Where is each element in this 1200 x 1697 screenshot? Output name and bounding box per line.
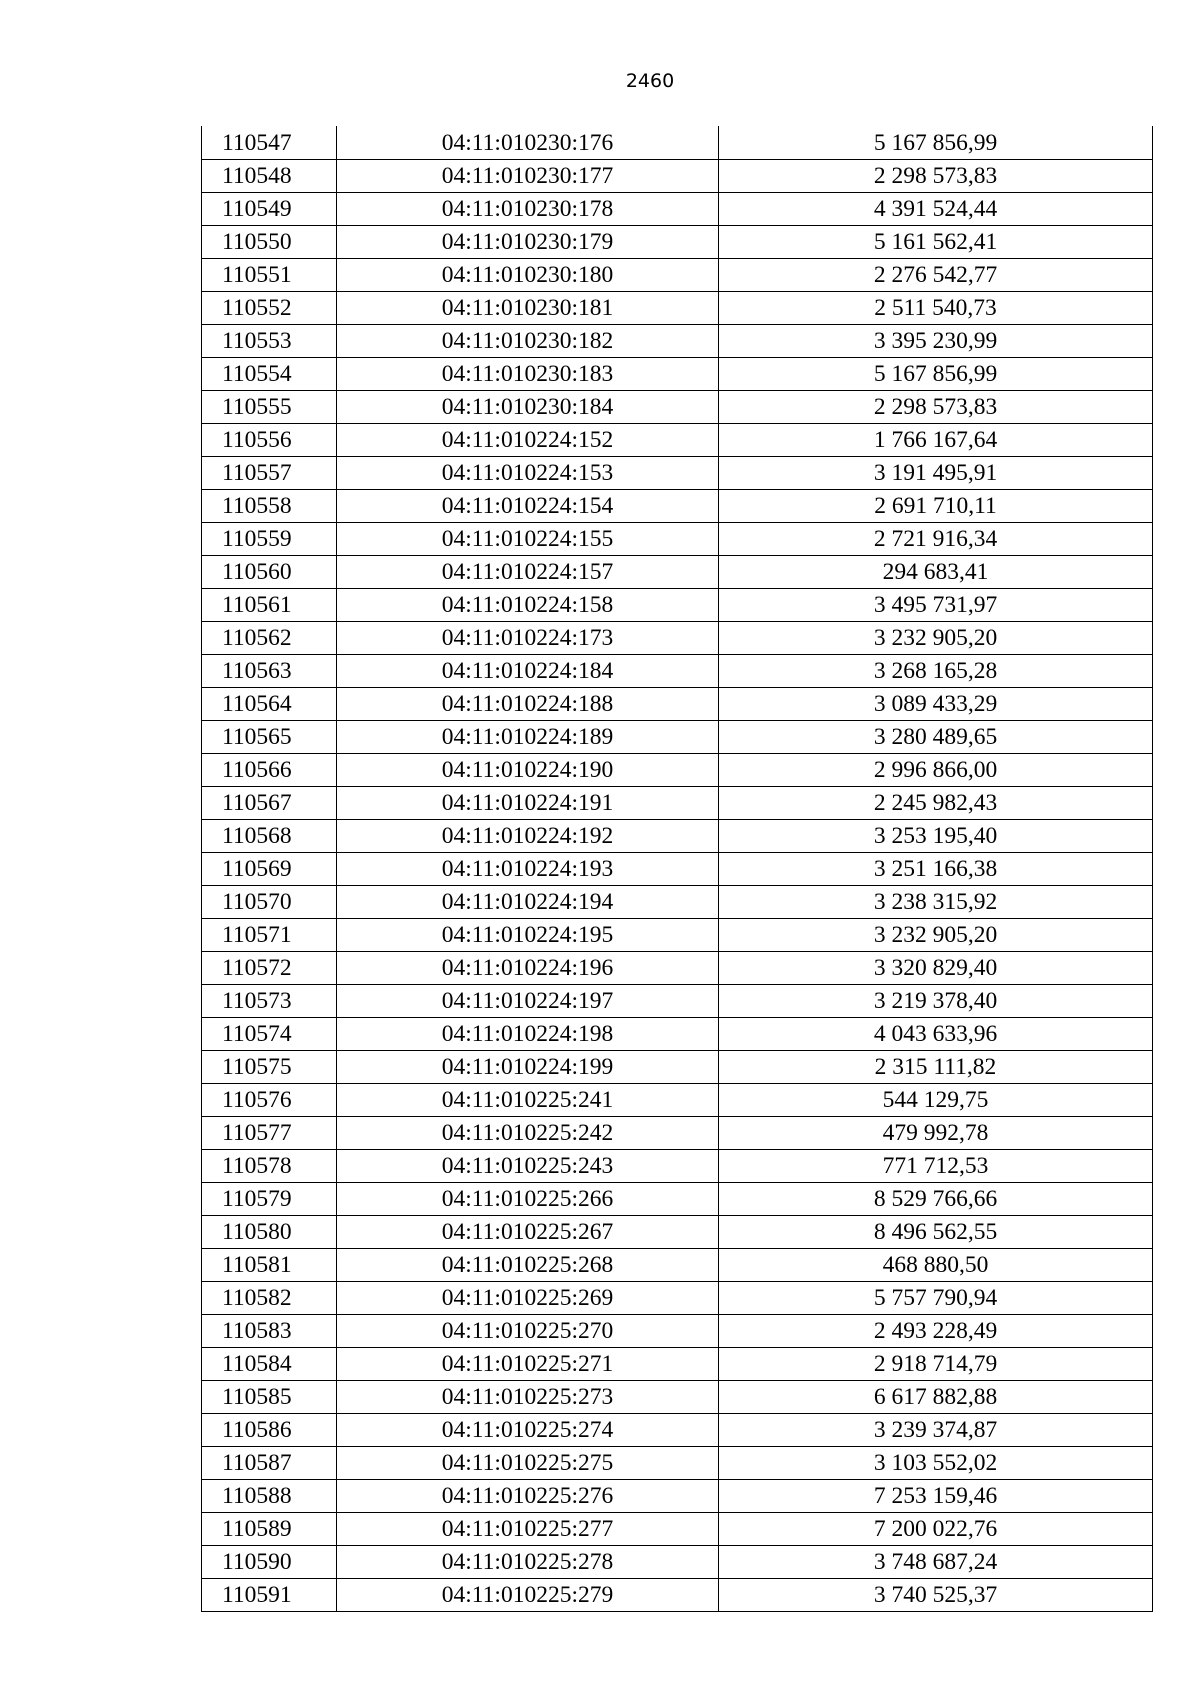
value-cell: 3 280 489,65 [719,721,1153,754]
table-row [202,1546,1153,1579]
cadastral-number-cell: 04:11:010224:193 [337,853,719,886]
row-id-cell: 110579 [202,1183,337,1216]
row-id-cell: 110584 [202,1348,337,1381]
value-cell: 2 691 710,11 [719,490,1153,523]
table-body [202,126,1153,1612]
table-row [202,193,1153,226]
value-cell: 5 161 562,41 [719,226,1153,259]
row-id-cell: 110563 [202,655,337,688]
value-cell: 3 251 166,38 [719,853,1153,886]
table-row [202,985,1153,1018]
row-id-cell: 110589 [202,1513,337,1546]
row-id-cell: 110551 [202,259,337,292]
table-row [202,886,1153,919]
cadastral-number-cell: 04:11:010230:182 [337,325,719,358]
table-row [202,1249,1153,1282]
cadastral-number-cell: 04:11:010225:242 [337,1117,719,1150]
row-id-cell: 110573 [202,985,337,1018]
value-cell: 771 712,53 [719,1150,1153,1183]
table-row [202,589,1153,622]
cadastral-number-cell: 04:11:010225:279 [337,1579,719,1612]
row-id-cell: 110562 [202,622,337,655]
cadastral-number-cell: 04:11:010225:270 [337,1315,719,1348]
row-id-cell: 110567 [202,787,337,820]
value-cell: 1 766 167,64 [719,424,1153,457]
table-row [202,424,1153,457]
value-cell: 3 238 315,92 [719,886,1153,919]
table-row [202,160,1153,193]
cadastral-number-cell: 04:11:010230:180 [337,259,719,292]
row-id-cell: 110547 [202,126,337,160]
value-cell: 2 493 228,49 [719,1315,1153,1348]
row-id-cell: 110578 [202,1150,337,1183]
value-cell: 8 529 766,66 [719,1183,1153,1216]
table-row [202,853,1153,886]
row-id-cell: 110548 [202,160,337,193]
cadastral-number-cell: 04:11:010224:196 [337,952,719,985]
table-row [202,1513,1153,1546]
cadastral-number-cell: 04:11:010224:157 [337,556,719,589]
row-id-cell: 110591 [202,1579,337,1612]
row-id-cell: 110566 [202,754,337,787]
table-row [202,1084,1153,1117]
cadastral-number-cell: 04:11:010224:154 [337,490,719,523]
value-cell: 2 511 540,73 [719,292,1153,325]
cadastral-number-cell: 04:11:010225:274 [337,1414,719,1447]
page-number: 2460 [625,70,675,92]
cadastral-number-cell: 04:11:010225:273 [337,1381,719,1414]
cadastral-number-cell: 04:11:010225:268 [337,1249,719,1282]
cadastral-number-cell: 04:11:010230:177 [337,160,719,193]
value-cell: 3 253 195,40 [719,820,1153,853]
row-id-cell: 110586 [202,1414,337,1447]
row-id-cell: 110558 [202,490,337,523]
table-row [202,490,1153,523]
value-cell: 3 748 687,24 [719,1546,1153,1579]
table-row [202,358,1153,391]
table-row [202,787,1153,820]
row-id-cell: 110556 [202,424,337,457]
row-id-cell: 110583 [202,1315,337,1348]
table-row [202,1150,1153,1183]
cadastral-number-cell: 04:11:010225:267 [337,1216,719,1249]
value-cell: 3 232 905,20 [719,622,1153,655]
row-id-cell: 110571 [202,919,337,952]
cadastral-number-cell: 04:11:010225:276 [337,1480,719,1513]
value-cell: 3 740 525,37 [719,1579,1153,1612]
value-cell: 3 320 829,40 [719,952,1153,985]
table-row [202,1414,1153,1447]
table-row [202,622,1153,655]
value-cell: 3 219 378,40 [719,985,1153,1018]
table-row [202,688,1153,721]
row-id-cell: 110572 [202,952,337,985]
table-row [202,1381,1153,1414]
row-id-cell: 110565 [202,721,337,754]
cadastral-number-cell: 04:11:010224:199 [337,1051,719,1084]
row-id-cell: 110552 [202,292,337,325]
value-cell: 5 757 790,94 [719,1282,1153,1315]
cadastral-number-cell: 04:11:010224:192 [337,820,719,853]
table-row [202,820,1153,853]
cadastral-number-cell: 04:11:010230:179 [337,226,719,259]
cadastral-number-cell: 04:11:010224:152 [337,424,719,457]
row-id-cell: 110554 [202,358,337,391]
row-id-cell: 110580 [202,1216,337,1249]
value-cell: 3 191 495,91 [719,457,1153,490]
cadastral-number-cell: 04:11:010224:195 [337,919,719,952]
table-row [202,952,1153,985]
value-cell: 2 298 573,83 [719,160,1153,193]
value-cell: 2 996 866,00 [719,754,1153,787]
row-id-cell: 110575 [202,1051,337,1084]
row-id-cell: 110577 [202,1117,337,1150]
cadastral-number-cell: 04:11:010224:173 [337,622,719,655]
row-id-cell: 110588 [202,1480,337,1513]
value-cell: 4 043 633,96 [719,1018,1153,1051]
value-cell: 5 167 856,99 [719,358,1153,391]
cadastral-number-cell: 04:11:010225:277 [337,1513,719,1546]
cadastral-number-cell: 04:11:010224:155 [337,523,719,556]
row-id-cell: 110570 [202,886,337,919]
table-row [202,126,1153,160]
row-id-cell: 110561 [202,589,337,622]
row-id-cell: 110568 [202,820,337,853]
cadastral-number-cell: 04:11:010224:184 [337,655,719,688]
cadastral-number-cell: 04:11:010230:181 [337,292,719,325]
value-cell: 5 167 856,99 [719,126,1153,160]
cadastral-number-cell: 04:11:010230:184 [337,391,719,424]
row-id-cell: 110569 [202,853,337,886]
table-row [202,556,1153,589]
row-id-cell: 110574 [202,1018,337,1051]
row-id-cell: 110576 [202,1084,337,1117]
table-row [202,523,1153,556]
cadastral-number-cell: 04:11:010224:158 [337,589,719,622]
value-cell: 468 880,50 [719,1249,1153,1282]
row-id-cell: 110557 [202,457,337,490]
table-row [202,259,1153,292]
table-row [202,391,1153,424]
table-row [202,457,1153,490]
table-row [202,1348,1153,1381]
cadastral-number-cell: 04:11:010224:189 [337,721,719,754]
table-row [202,325,1153,358]
row-id-cell: 110550 [202,226,337,259]
table-row [202,1315,1153,1348]
cadastral-number-cell: 04:11:010225:266 [337,1183,719,1216]
cadastral-number-cell: 04:11:010230:176 [337,126,719,160]
table-row [202,1579,1153,1612]
value-cell: 3 395 230,99 [719,325,1153,358]
value-cell: 3 103 552,02 [719,1447,1153,1480]
value-cell: 2 298 573,83 [719,391,1153,424]
row-id-cell: 110555 [202,391,337,424]
table-row [202,1117,1153,1150]
table-row [202,721,1153,754]
cadastral-number-cell: 04:11:010224:188 [337,688,719,721]
row-id-cell: 110559 [202,523,337,556]
cadastral-number-cell: 04:11:010230:183 [337,358,719,391]
value-cell: 3 268 165,28 [719,655,1153,688]
cadastral-number-cell: 04:11:010230:178 [337,193,719,226]
value-cell: 3 495 731,97 [719,589,1153,622]
value-cell: 2 245 982,43 [719,787,1153,820]
value-cell: 2 315 111,82 [719,1051,1153,1084]
cadastral-number-cell: 04:11:010224:198 [337,1018,719,1051]
table-row [202,1183,1153,1216]
cadastral-number-cell: 04:11:010225:278 [337,1546,719,1579]
row-id-cell: 110581 [202,1249,337,1282]
row-id-cell: 110553 [202,325,337,358]
row-id-cell: 110590 [202,1546,337,1579]
value-cell: 3 089 433,29 [719,688,1153,721]
value-cell: 479 992,78 [719,1117,1153,1150]
cadastral-number-cell: 04:11:010225:269 [337,1282,719,1315]
cadastral-number-cell: 04:11:010225:243 [337,1150,719,1183]
value-cell: 3 232 905,20 [719,919,1153,952]
cadastral-number-cell: 04:11:010224:191 [337,787,719,820]
table-row [202,1051,1153,1084]
value-cell: 7 253 159,46 [719,1480,1153,1513]
table-row [202,1282,1153,1315]
value-cell: 2 918 714,79 [719,1348,1153,1381]
cadastral-number-cell: 04:11:010224:153 [337,457,719,490]
table-row [202,1447,1153,1480]
cadastral-number-cell: 04:11:010225:271 [337,1348,719,1381]
row-id-cell: 110582 [202,1282,337,1315]
table-row [202,1480,1153,1513]
cadastral-number-cell: 04:11:010224:197 [337,985,719,1018]
value-cell: 4 391 524,44 [719,193,1153,226]
cadastral-number-cell: 04:11:010225:241 [337,1084,719,1117]
row-id-cell: 110585 [202,1381,337,1414]
row-id-cell: 110587 [202,1447,337,1480]
cadastral-number-cell: 04:11:010224:190 [337,754,719,787]
cadastral-number-cell: 04:11:010224:194 [337,886,719,919]
table-row [202,292,1153,325]
table-row [202,655,1153,688]
table-row [202,226,1153,259]
table-row [202,754,1153,787]
value-cell: 6 617 882,88 [719,1381,1153,1414]
row-id-cell: 110560 [202,556,337,589]
value-cell: 2 276 542,77 [719,259,1153,292]
value-cell: 7 200 022,76 [719,1513,1153,1546]
row-id-cell: 110549 [202,193,337,226]
table-row [202,919,1153,952]
table-row [202,1018,1153,1051]
value-cell: 3 239 374,87 [719,1414,1153,1447]
value-cell: 544 129,75 [719,1084,1153,1117]
cadastral-value-table [201,126,1153,1612]
row-id-cell: 110564 [202,688,337,721]
value-cell: 2 721 916,34 [719,523,1153,556]
value-cell: 294 683,41 [719,556,1153,589]
table-row [202,1216,1153,1249]
cadastral-number-cell: 04:11:010225:275 [337,1447,719,1480]
value-cell: 8 496 562,55 [719,1216,1153,1249]
